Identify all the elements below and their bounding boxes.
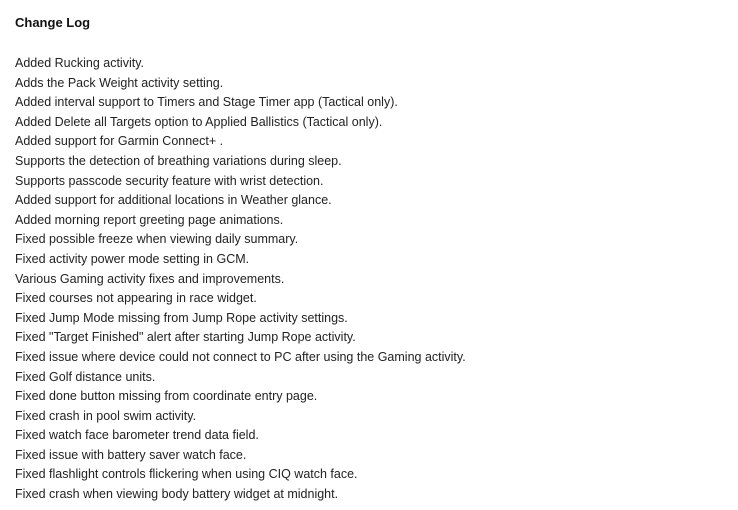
change-log-entry: Fixed Jump Mode missing from Jump Rope activity settings. — [15, 310, 348, 325]
change-log-entry: Fixed activity power mode setting in GCM. — [15, 251, 250, 266]
page-title: Change Log — [15, 15, 91, 30]
change-log-entry: Added support for Garmin Connect+ . — [15, 134, 224, 149]
change-log-entry: Added support for additional locations in Weather glance. — [15, 193, 332, 208]
change-log-section — [15, 14, 728, 505]
change-log-entry: Fixed done button missing from coordinate entry page. — [15, 389, 318, 404]
change-log-entry: Fixed "Target Finished" alert after starting Jump Rope activity. — [15, 330, 356, 345]
change-log-entry: Adds the Pack Weight activity setting. — [15, 75, 224, 90]
change-log-entry: Fixed crash in pool swim activity. — [15, 408, 197, 423]
change-log-entry: Fixed Golf distance units. — [15, 369, 156, 384]
change-log-entry: Fixed possible freeze when viewing daily summary. — [15, 232, 299, 247]
change-log-entry: Fixed courses not appearing in race widget. — [15, 291, 257, 306]
change-log-entry: Added interval support to Timers and Stage Timer app (Tactical only). — [15, 95, 398, 110]
change-log-entry: Fixed issue with battery saver watch face. — [15, 447, 247, 462]
change-log-entry: Supports the detection of breathing variations during sleep. — [15, 153, 342, 168]
change-log-entry: Fixed flashlight controls flickering when using CIQ watch face. — [15, 467, 358, 482]
change-log-entry: Fixed issue where device could not connect to PC after using the Gaming activity. — [15, 349, 466, 364]
change-log-entry: Fixed watch face barometer trend data field. — [15, 428, 259, 443]
change-log-entry: Added Rucking activity. — [15, 56, 144, 70]
change-log-entry: Added morning report greeting page animations. — [15, 212, 284, 227]
change-log-entry: Supports passcode security feature with wrist detection. — [15, 173, 324, 188]
change-log-entry: Added Delete all Targets option to Applied Ballistics (Tactical only). — [15, 114, 383, 129]
change-log-list — [15, 54, 728, 505]
change-log-entry: Fixed crash when viewing body battery widget at midnight. — [15, 487, 339, 502]
change-log-entry: Various Gaming activity fixes and improvements. — [15, 271, 285, 286]
